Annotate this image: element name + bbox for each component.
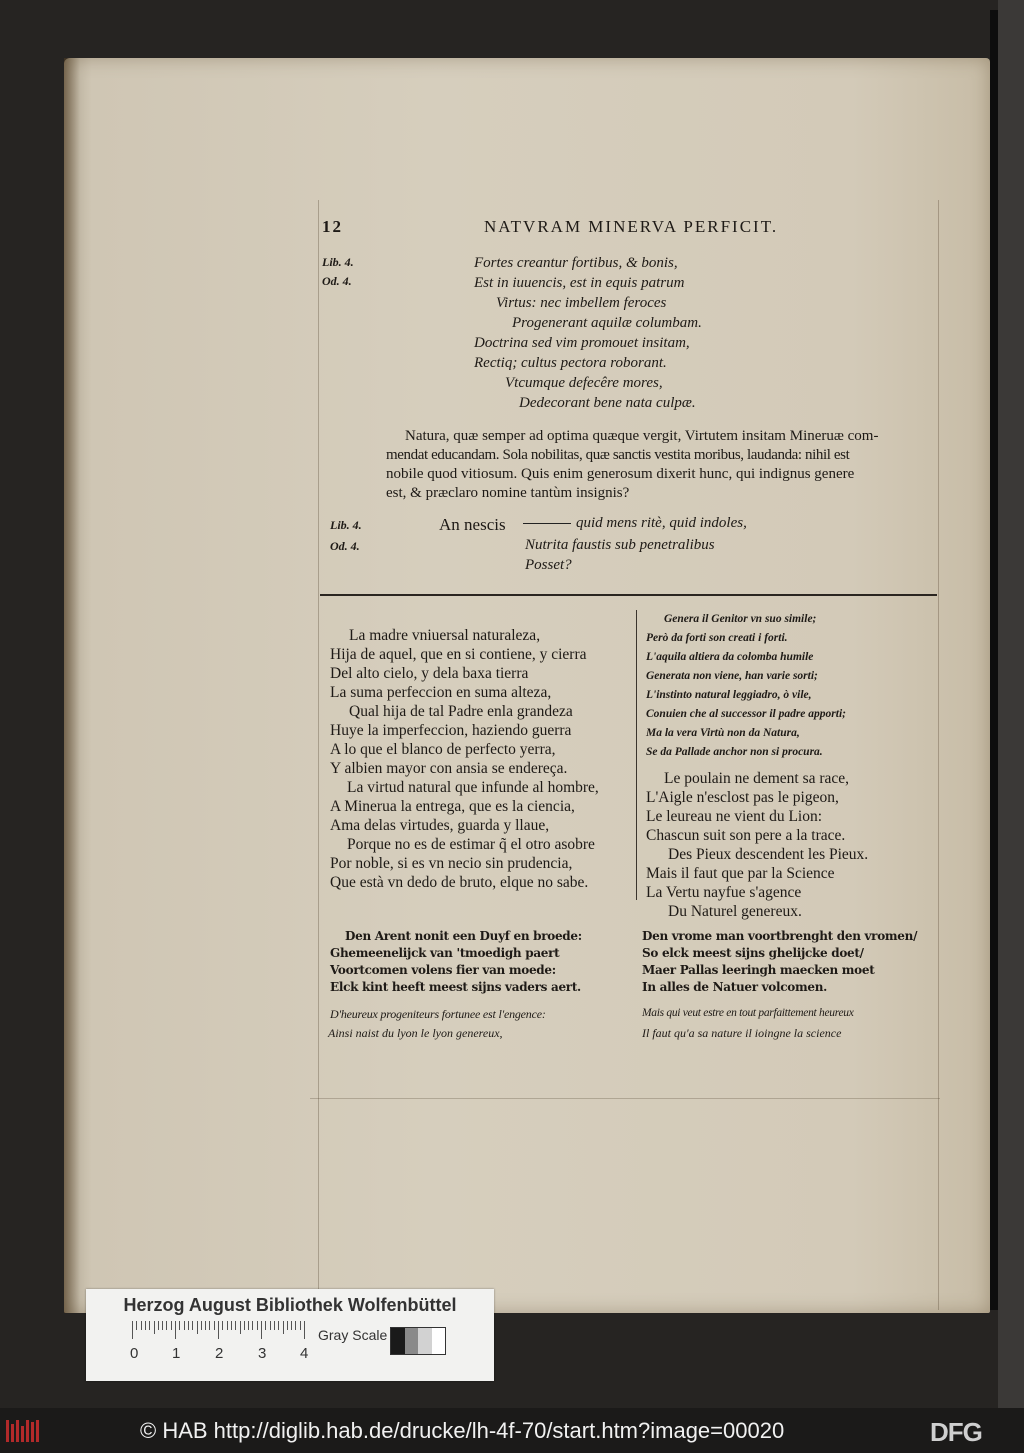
french-line: Mais il faut que par la Science xyxy=(646,865,835,882)
copyright-url[interactable]: © HAB http://diglib.hab.de/drucke/lh-4f-70/start.htm?image=00020 xyxy=(140,1418,785,1443)
ruler-tick xyxy=(162,1321,163,1330)
ruler-tick xyxy=(244,1321,245,1330)
french-line: Des Pieux descendent les Pieux. xyxy=(668,846,869,863)
gray-scale-label: Gray Scale xyxy=(318,1327,388,1343)
spanish-line: Huye la imperfeccion, haziendo guerra xyxy=(330,722,572,739)
quote-line: quid mens ritè, quid indoles, xyxy=(576,515,747,531)
spanish-line: Hija de aquel, que en si contiene, y cierra xyxy=(330,646,587,663)
ruler-tick xyxy=(175,1321,176,1339)
french-line: L'Aigle n'esclost pas le pigeon, xyxy=(646,789,839,806)
dutch-line: Den Arent nonit een Duyf en broede: xyxy=(345,929,582,943)
quote-line: Nutrita faustis sub penetralibus xyxy=(525,537,715,553)
ruler-tick xyxy=(188,1321,189,1330)
ruler-number: 3 xyxy=(258,1345,267,1362)
dutch-line: Ghemeenelijck van 'tmoedigh paert xyxy=(330,946,560,960)
ruler-tick xyxy=(209,1321,210,1330)
spanish-line: Que està vn dedo de bruto, elque no sabe. xyxy=(330,874,589,891)
ruler-tick xyxy=(214,1321,215,1330)
italian-line: L'instinto natural leggiadro, ò vile, xyxy=(646,689,812,701)
ruler-tick xyxy=(132,1321,133,1339)
french-line: Du Naturel genereux. xyxy=(668,903,802,920)
quote-line: Posset? xyxy=(525,557,572,573)
italian-line: Però da forti son creati i forti. xyxy=(646,632,788,644)
spanish-line: Y albien mayor con ansia se endereça. xyxy=(330,760,568,777)
verse-line: Est in iuuencis, est in equis patrum xyxy=(474,275,685,291)
ruler-tick xyxy=(252,1321,253,1330)
swatch-light-gray xyxy=(418,1328,432,1354)
dutch-line: Voortcomen volens fier van moede: xyxy=(330,963,556,977)
swatch-black xyxy=(391,1328,405,1354)
spanish-line: La madre vniuersal naturaleza, xyxy=(349,627,541,644)
ruler-tick xyxy=(222,1321,223,1330)
ruler-tick xyxy=(149,1321,150,1330)
ruler-tick xyxy=(291,1321,292,1330)
ruler-number: 4 xyxy=(300,1345,309,1362)
ruler-tick xyxy=(235,1321,236,1330)
ruler-tick xyxy=(261,1321,262,1339)
ruler-tick xyxy=(248,1321,249,1330)
ruler-tick xyxy=(283,1321,284,1334)
spanish-line: La suma perfeccion en suma alteza, xyxy=(330,684,552,701)
verse-line: Rectiq; cultus pectora roborant. xyxy=(474,355,667,371)
ruler-tick xyxy=(274,1321,275,1330)
ruler-tick xyxy=(240,1321,241,1334)
italian-line: Conuien che al successor il padre apporti; xyxy=(646,708,846,720)
margin-ref-od: Od. 4. xyxy=(322,274,352,288)
italian-line: L'aquila altiera da colomba humile xyxy=(646,651,814,663)
verse-line: Fortes creantur fortibus, & bonis, xyxy=(474,255,678,271)
ruled-margin-line xyxy=(938,200,939,1310)
ruler-tick xyxy=(141,1321,142,1330)
ruler-tick xyxy=(192,1321,193,1330)
italian-line: Generata non viene, han varie sorti; xyxy=(646,670,818,682)
french2-line: Il faut qu'a sa nature il ioingne la science xyxy=(642,1026,842,1040)
column-rule xyxy=(636,610,637,900)
prose-line: est, & præclaro nomine tantùm insignis? xyxy=(386,485,630,501)
verse-line: Virtus: nec imbellem feroces xyxy=(496,295,667,311)
ruler-tick xyxy=(158,1321,159,1330)
spanish-line: Por noble, si es vn necio sin prudencia, xyxy=(330,855,573,872)
section-rule xyxy=(320,594,937,596)
ruler-tick xyxy=(145,1321,146,1330)
facing-page-strip xyxy=(998,0,1024,1408)
ruler-tick xyxy=(197,1321,198,1334)
french-line: Le leureau ne vient du Lion: xyxy=(646,808,823,825)
swatch-dark-gray xyxy=(405,1328,419,1354)
page-edge xyxy=(990,10,998,1310)
ruler-tick xyxy=(270,1321,271,1330)
ruler-tick xyxy=(136,1321,137,1330)
french2-line: Mais qui veut estre en tout parfaittement heureux xyxy=(642,1007,854,1019)
swatch-white xyxy=(432,1328,446,1354)
verse-line: Vtcumque defecêre mores, xyxy=(505,375,663,391)
verse-line: Dedecorant bene nata culpæ. xyxy=(519,395,696,411)
french-line: Le poulain ne dement sa race, xyxy=(664,770,850,787)
french2-line: Ainsi naist du lyon le lyon genereux, xyxy=(328,1026,503,1040)
color-calibration-card xyxy=(86,1289,494,1381)
dutch-line: Maer Pallas leeringh maecken moet xyxy=(642,963,875,977)
page-gutter-shadow xyxy=(64,58,80,1313)
ruler-tick xyxy=(265,1321,266,1330)
ruler-tick xyxy=(287,1321,288,1330)
italian-line: Genera il Genitor vn suo simile; xyxy=(664,613,817,625)
ruler xyxy=(132,1321,304,1339)
ruler-tick xyxy=(179,1321,180,1330)
margin-ref-lib: Lib. 4. xyxy=(322,255,354,269)
prose-line: Natura, quæ semper ad optima quæque vergit, Virtutem insitam Mineruæ com- xyxy=(405,428,879,444)
ruler-number: 1 xyxy=(172,1345,181,1362)
gray-scale-swatches xyxy=(390,1327,446,1355)
french-line: Chascun suit son pere a la trace. xyxy=(646,827,846,844)
verse-line: Doctrina sed vim promouet insitam, xyxy=(474,335,690,351)
spanish-line: La virtud natural que infunde al hombre, xyxy=(347,779,599,796)
ruler-tick xyxy=(304,1321,305,1339)
ruler-tick xyxy=(184,1321,185,1330)
italian-line: Se da Pallade anchor non si procura. xyxy=(646,746,823,758)
ruler-number: 2 xyxy=(215,1345,224,1362)
ruler-tick xyxy=(295,1321,296,1330)
ruler-tick xyxy=(231,1321,232,1330)
ruler-tick xyxy=(201,1321,202,1330)
spanish-line: Qual hija de tal Padre enla grandeza xyxy=(349,703,573,720)
margin-ref-lib: Lib. 4. xyxy=(330,518,362,532)
ruler-tick xyxy=(257,1321,258,1330)
ruler-tick xyxy=(227,1321,228,1330)
spanish-line: Ama delas virtudes, guarda y llaue, xyxy=(330,817,550,834)
ruler-number: 0 xyxy=(130,1345,139,1362)
italian-line: Ma la vera Virtù non da Natura, xyxy=(646,727,800,739)
dfg-logo: DFG xyxy=(930,1417,982,1447)
dutch-line: Den vrome man voortbrenght den vromen/ xyxy=(642,929,918,943)
prose-line: nobile quod vitiosum. Quis enim generosum dixerit hunc, qui indignus genere xyxy=(386,466,855,482)
ruler-tick xyxy=(205,1321,206,1330)
library-name: Herzog August Bibliothek Wolfenbüttel xyxy=(123,1295,457,1315)
ruler-tick xyxy=(278,1321,279,1330)
quote-line: An nescis xyxy=(439,515,506,534)
ruler-tick xyxy=(154,1321,155,1334)
ruler-tick xyxy=(166,1321,167,1330)
verse-line: Progenerant aquilæ columbam. xyxy=(512,315,702,331)
french-line: La Vertu nayfue s'agence xyxy=(646,884,802,901)
ruled-margin-line xyxy=(318,200,319,1310)
ruler-tick xyxy=(300,1321,301,1330)
page-number: 12 xyxy=(322,217,343,236)
hab-logo-icon xyxy=(6,1420,46,1442)
prose-line: mendat educandam. Sola nobilitas, quæ sanctis vestita moribus, laudanda: nihil est xyxy=(386,447,850,463)
footer-bar xyxy=(0,1408,1024,1453)
ruler-tick xyxy=(171,1321,172,1330)
french2-line: D'heureux progeniteurs fortunee est l'engence: xyxy=(330,1007,546,1021)
dutch-line: Elck kint heeft meest sijns vaders aert. xyxy=(330,980,581,994)
dutch-line: In alles de Natuer volcomen. xyxy=(642,980,828,994)
ruler-tick xyxy=(218,1321,219,1339)
spanish-line: Del alto cielo, y dela baxa tierra xyxy=(330,665,529,682)
spanish-line: A Minerua la entrega, que es la ciencia, xyxy=(330,798,575,815)
spanish-line: Porque no es de estimar q̃ el otro asobre xyxy=(347,836,595,853)
spanish-line: A lo que el blanco de perfecto yerra, xyxy=(330,741,556,758)
dutch-line: So elck meest sijns ghelijcke doet/ xyxy=(642,946,864,960)
running-title: NATVRAM MINERVA PERFICIT. xyxy=(484,217,779,236)
margin-ref-od: Od. 4. xyxy=(330,539,360,553)
ellipsis-dash xyxy=(523,523,571,524)
ruled-bottom-line xyxy=(310,1098,940,1099)
